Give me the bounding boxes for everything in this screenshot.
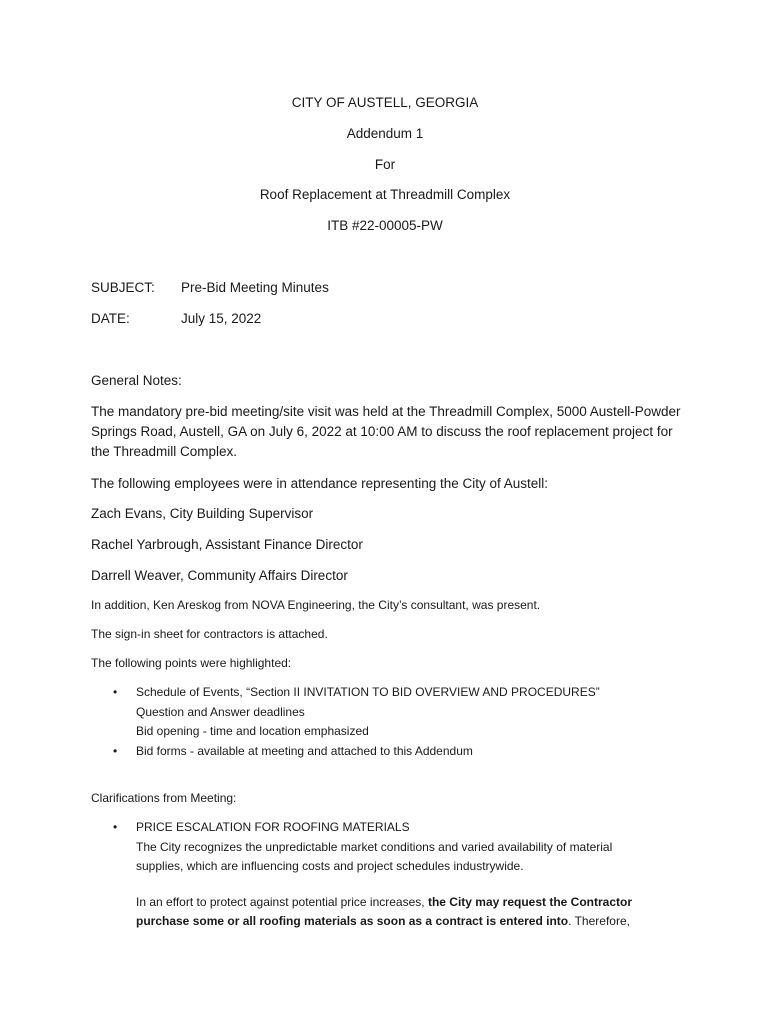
addendum-heading: Addendum 1	[346, 126, 424, 141]
highlighted-list	[91, 683, 691, 761]
list-item	[91, 818, 691, 932]
clarification-line: supplies, which are influencing costs and project schedules industrywide.	[136, 859, 524, 873]
clarification-emphasis: the City may request the Contractor	[427, 894, 632, 909]
list-item-line: Question and Answer deadlines	[136, 704, 305, 719]
clarifications-heading: Clarifications from Meeting:	[91, 791, 237, 805]
meeting-paragraph: The mandatory pre-bid meeting/site visit was held at the Threadmill Complex, 5000 Austell-Powder Springs Road, Austell, GA on July 6, 2022 at 10:00 AM to discuss the roof replacement project for the Threadmill Complex.	[91, 404, 681, 459]
attendee-item: Zach Evans, City Building Supervisor	[91, 506, 314, 521]
clarification-line	[136, 893, 691, 913]
for-heading: For	[374, 157, 396, 172]
clarification-emphasis: purchase some or all roofing materials as soon as a contract is entered into	[136, 914, 569, 928]
clarification-text: In an effort to protect against potential price increases,	[136, 894, 428, 909]
blank-line	[136, 877, 691, 893]
bullet-icon: •	[113, 743, 118, 758]
clarification-line: The City recognizes the unpredictable market conditions and varied availability of material	[136, 839, 613, 854]
project-heading: Roof Replacement at Threadmill Complex	[259, 187, 511, 202]
city-heading: CITY OF AUSTELL, GEORGIA	[291, 95, 479, 110]
highlighted-heading: The following points were highlighted:	[91, 656, 292, 670]
list-item-line: Bid forms - available at meeting and attached to this Addendum	[136, 743, 473, 758]
general-notes-heading: General Notes:	[91, 373, 182, 388]
consultant-note: In addition, Ken Areskog from NOVA Engineering, the City’s consultant, was present.	[91, 598, 541, 612]
clarification-line	[136, 912, 691, 932]
date-value: July 15, 2022	[181, 311, 262, 326]
list-item	[91, 683, 691, 742]
bullet-icon: •	[113, 820, 118, 834]
list-item	[91, 742, 691, 762]
subject-label: SUBJECT:	[91, 280, 155, 295]
list-item-line: Schedule of Events, “Section II INVITATION TO BID OVERVIEW AND PROCEDURES”	[136, 685, 600, 699]
date-label: DATE:	[91, 311, 130, 326]
clarifications-list	[91, 818, 691, 932]
attendee-item: Rachel Yarbrough, Assistant Finance Director	[91, 537, 363, 552]
clarification-heading: PRICE ESCALATION FOR ROOFING MATERIALS	[136, 820, 410, 834]
subject-value: Pre-Bid Meeting Minutes	[181, 280, 329, 295]
list-item-line: Bid opening - time and location emphasized	[136, 724, 369, 738]
itb-heading: ITB #22-00005-PW	[327, 218, 443, 233]
clarification-text: . Therefore,	[568, 914, 630, 928]
sign-in-note: The sign-in sheet for contractors is attached.	[91, 627, 328, 641]
bullet-icon: •	[113, 685, 118, 699]
attendee-item: Darrell Weaver, Community Affairs Director	[91, 568, 348, 583]
attendance-paragraph: The following employees were in attendance representing the City of Austell:	[91, 476, 549, 491]
